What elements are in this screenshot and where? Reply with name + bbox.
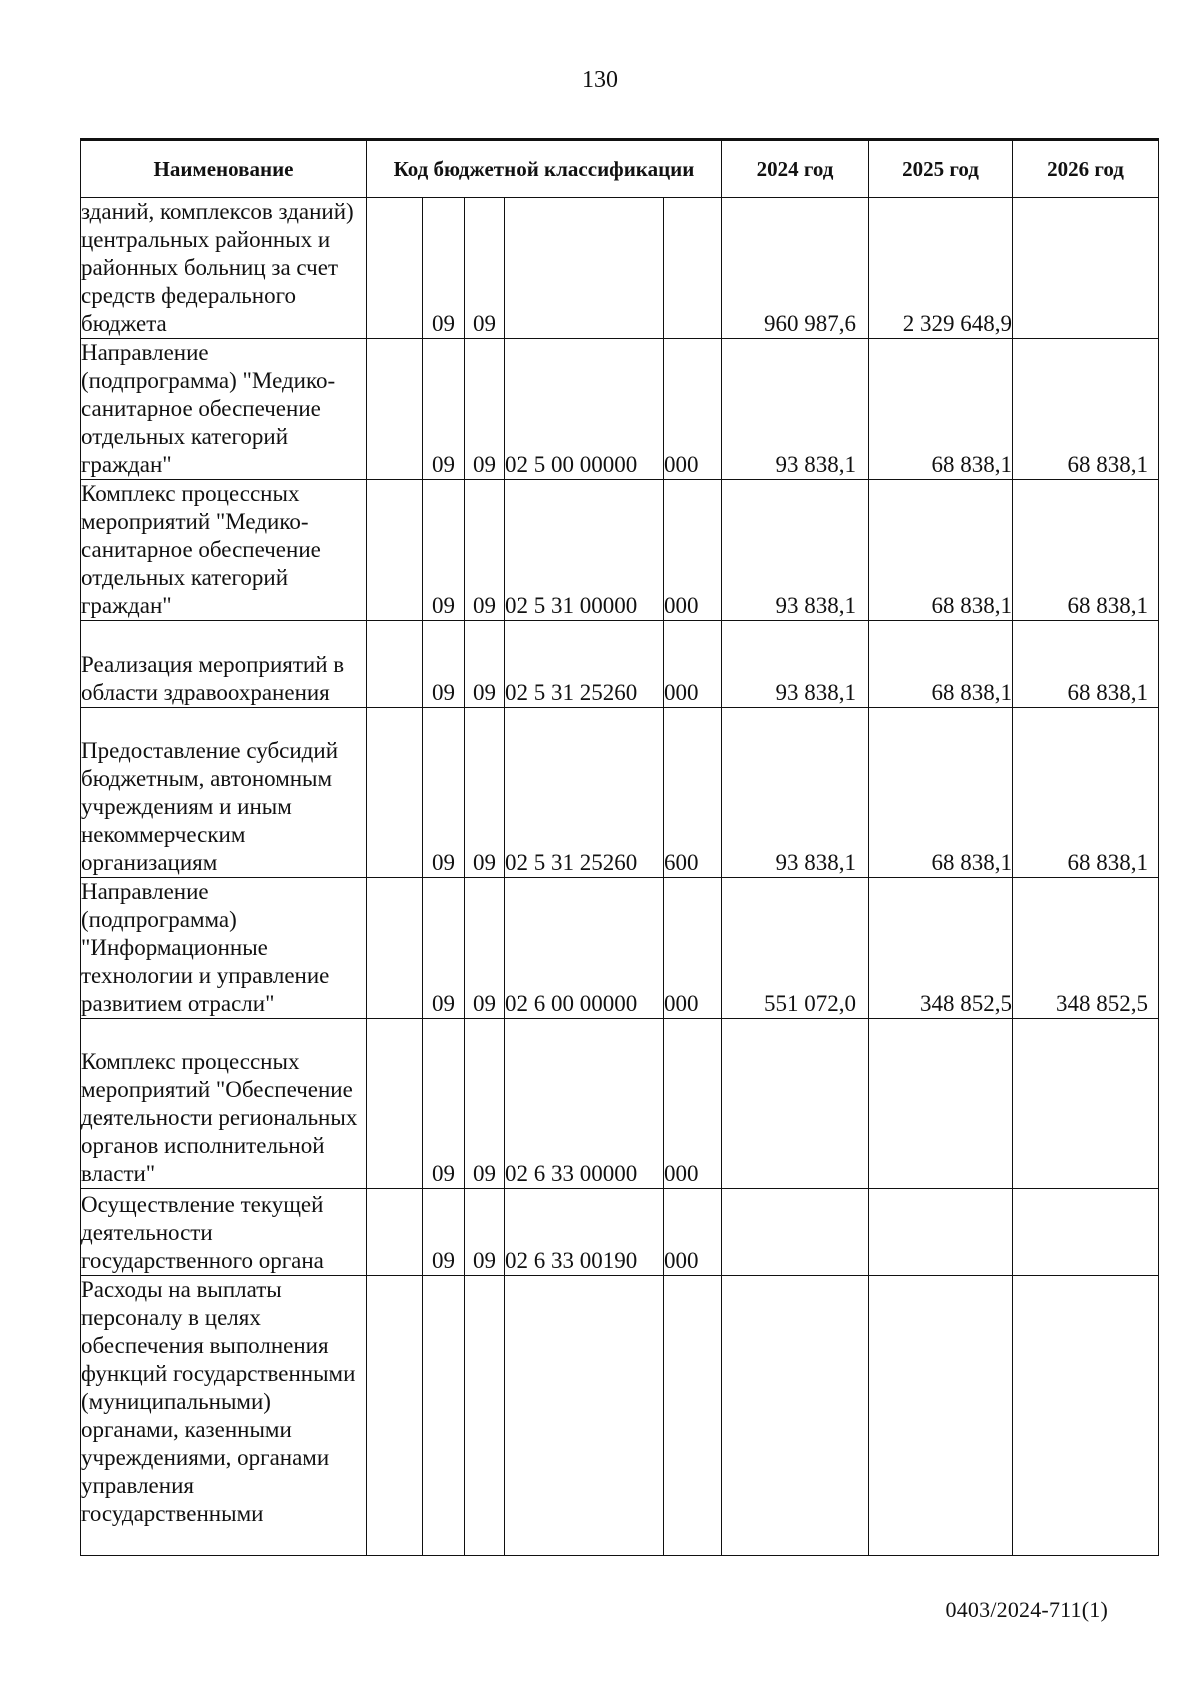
code-blank [367,621,423,708]
code-blank [367,339,423,480]
amount-2026: 68 838,1 [1013,339,1159,480]
code-subsection: 09 [465,708,505,878]
amount-2025: 2 329 648,9 [869,198,1013,339]
table-row [81,198,1159,339]
page-number: 130 [582,67,618,93]
amount-2025: 348 852,5 [869,878,1013,1019]
amount-2025 [869,1019,1013,1189]
code-section: 09 [423,1019,465,1189]
table-row [81,1019,1159,1189]
code-subsection: 09 [465,878,505,1019]
code-expense-type: 000 [664,1019,722,1189]
amount-2026: 68 838,1 [1013,480,1159,621]
code-target-article: 02 6 33 00190 [505,1189,664,1276]
code-expense-type: 000 [664,339,722,480]
code-target-article: 02 5 31 25260 [505,621,664,708]
code-blank [367,1189,423,1276]
amount-2024 [722,1189,869,1276]
budget-table [80,138,1159,1556]
row-name: Комплекс процессных мероприятий "Медико-санитарное обеспечение отдельных категорий граждан" [81,480,367,621]
amount-2024: 93 838,1 [722,480,869,621]
code-expense-type [664,1276,722,1556]
code-target-article: 02 6 33 00000 [505,1019,664,1189]
code-blank [367,198,423,339]
row-name: Расходы на выплаты персоналу в целях обеспечения выполнения функций государственными (муниципальными) органами, казенными учреждениями, органами управления государственными [81,1276,367,1556]
header-name: Наименование [81,140,367,198]
code-target-article: 02 5 31 25260 [505,708,664,878]
table-row [81,1189,1159,1276]
table-row [81,1276,1159,1556]
code-section: 09 [423,339,465,480]
amount-2025: 68 838,1 [869,339,1013,480]
amount-2026 [1013,1189,1159,1276]
code-section: 09 [423,708,465,878]
code-blank [367,480,423,621]
table-row [81,708,1159,878]
amount-2026: 68 838,1 [1013,621,1159,708]
amount-2024 [722,1276,869,1556]
amount-2024: 93 838,1 [722,708,869,878]
row-name: Реализация мероприятий в области здравоохранения [81,621,367,708]
code-expense-type: 000 [664,480,722,621]
table-row [81,621,1159,708]
amount-2026: 68 838,1 [1013,708,1159,878]
code-expense-type: 000 [664,1189,722,1276]
header-year-2026: 2026 год [1013,140,1159,198]
row-name: Направление (подпрограмма) "Информационные технологии и управление развитием отрасли" [81,878,367,1019]
amount-2026 [1013,1276,1159,1556]
amount-2024: 93 838,1 [722,339,869,480]
code-blank [367,878,423,1019]
code-subsection: 09 [465,1189,505,1276]
code-section: 09 [423,198,465,339]
row-name: зданий, комплексов зданий) центральных районных и районных больниц за счет средств федерального бюджета [81,198,367,339]
table-row [81,878,1159,1019]
row-name: Направление (подпрограмма) "Медико-санитарное обеспечение отдельных категорий граждан" [81,339,367,480]
header-year-2024: 2024 год [722,140,869,198]
header-row [81,140,1159,198]
row-name: Предоставление субсидий бюджетным, автономным учреждениям и иным некоммерческим организациям [81,708,367,878]
code-target-article [505,198,664,339]
code-expense-type: 600 [664,708,722,878]
code-subsection: 09 [465,198,505,339]
code-subsection: 09 [465,621,505,708]
code-section: 09 [423,1189,465,1276]
code-blank [367,1019,423,1189]
code-target-article: 02 5 00 00000 [505,339,664,480]
code-subsection [465,1276,505,1556]
code-subsection: 09 [465,339,505,480]
amount-2026 [1013,1019,1159,1189]
row-name: Осуществление текущей деятельности государственного органа [81,1189,367,1276]
code-subsection: 09 [465,1019,505,1189]
row-name: Комплекс процессных мероприятий "Обеспечение деятельности региональных органов исполнительной власти" [81,1019,367,1189]
code-expense-type [664,198,722,339]
table-row [81,339,1159,480]
code-expense-type: 000 [664,621,722,708]
amount-2024: 551 072,0 [722,878,869,1019]
code-target-article [505,1276,664,1556]
code-section [423,1276,465,1556]
document-id: 0403/2024-711(1) [945,1597,1108,1622]
amount-2025: 68 838,1 [869,708,1013,878]
amount-2024: 93 838,1 [722,621,869,708]
code-blank [367,1276,423,1556]
amount-2026 [1013,198,1159,339]
code-expense-type: 000 [664,878,722,1019]
code-section: 09 [423,480,465,621]
header-year-2025: 2025 год [869,140,1013,198]
amount-2025 [869,1189,1013,1276]
amount-2026: 348 852,5 [1013,878,1159,1019]
code-section: 09 [423,878,465,1019]
amount-2024 [722,1019,869,1189]
header-budget-code: Код бюджетной классификации [367,140,722,198]
table-row [81,480,1159,621]
amount-2025: 68 838,1 [869,480,1013,621]
amount-2025: 68 838,1 [869,621,1013,708]
code-target-article: 02 6 00 00000 [505,878,664,1019]
code-blank [367,708,423,878]
code-section: 09 [423,621,465,708]
code-subsection: 09 [465,480,505,621]
amount-2025 [869,1276,1013,1556]
amount-2024: 960 987,6 [722,198,869,339]
code-target-article: 02 5 31 00000 [505,480,664,621]
